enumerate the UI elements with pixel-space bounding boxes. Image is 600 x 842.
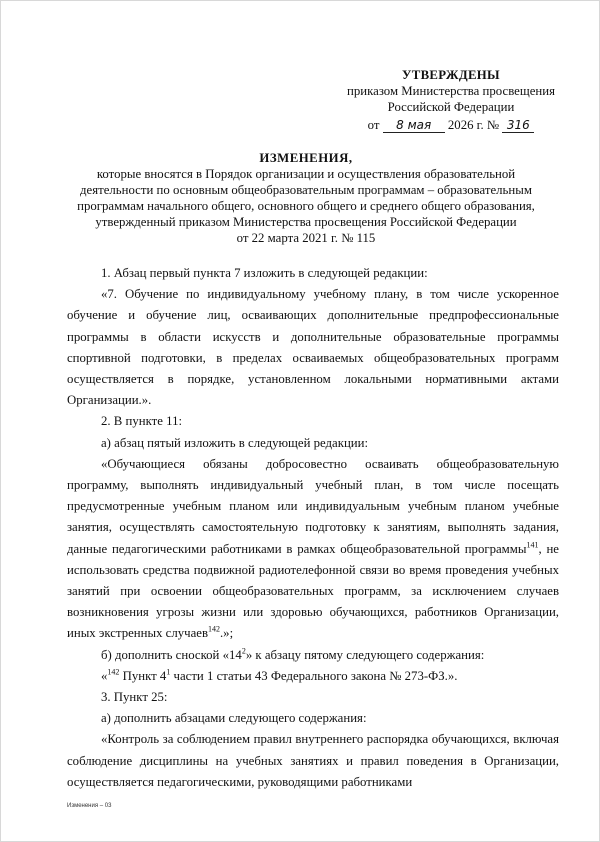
year-label: 2026 г. [447,118,484,132]
heading-line-4: утвержденный приказом Министерства просвещения Российской Федерации [95,215,517,229]
approval-block [331,67,571,133]
footnote-ref-142: 142 [207,625,220,635]
handwritten-number: 316 [502,119,534,133]
approval-line-2: Российской Федерации [387,100,515,114]
from-label: от [367,118,380,132]
item-3a: а) дополнить абзацами следующего содержания: [101,711,367,726]
footnote-mark-142: 142 [107,667,120,677]
heading-line-2: деятельности по основным общеобразовательным программам – образовательным [80,183,532,197]
heading-line-3: программам начального общего, основного общего и среднего общего образования, [77,199,535,213]
page-footer: Изменения – 03 [67,803,112,809]
item-3a-text: «Контроль за соблюдением правил внутреннего распорядка обучающихся, включая соблюдение дисциплины на учебных занятиях и правил поведения в Организации, осуществляется педагогическими, руководящими работниками [67,732,559,789]
document-title: ИЗМЕНЕНИЯ, [259,151,353,165]
item-3: 3. Пункт 25: [101,690,168,705]
heading-line-1: которые вносятся в Порядок организации и осуществления образовательной [96,167,516,181]
item-2b-part-1: б) дополнить сноской «14 [101,647,242,662]
footnote-text-part-2: части 1 статьи 43 Федерального закона № 273-ФЗ.». [170,668,458,683]
footnote-ref-141: 141 [526,540,539,550]
item-1-text: «7. Обучение по индивидуальному учебному плану, в том числе ускоренное обучение и обучение лиц, осваивающих дополнительные предпрофессиональные программы в области искусств и дополнительные образовательные программы спортивной подготовки, в пределах осваиваемых общеобразовательных программ осуществляется в порядке, установленном локальными нормативными актами Организации.». [67,287,559,408]
item-2b-part-2: » к абзацу пятому следующего содержания: [245,647,485,662]
footnote-open-quote: « [101,668,108,683]
item-2a-text-part-3: .»; [219,626,234,641]
footnote-text-part-1: Пункт 4 [119,668,167,683]
item-2a: а) абзац пятый изложить в следующей редакции: [101,435,369,450]
approval-title: УТВЕРЖДЕНЫ [402,68,500,82]
footnote-ref-2: 2 [241,646,246,656]
document-heading [61,150,551,246]
item-1: 1. Абзац первый пункта 7 изложить в следующей редакции: [101,266,428,280]
footnote-mark-1: 1 [166,667,171,677]
document-body [67,263,559,793]
approval-date-line [331,117,571,133]
item-2a-text-part-2: , не использовать средства подвижной радиотелефонной связи во время проведения учебных занятий при освоении общеобразовательных программ, за исключением случаев возникновения угрозы жизни или здоровью обучающихся, работников Организации, иных экстренных случаев [67,541,559,641]
footnote-text [67,666,559,687]
item-2: 2. В пункте 11: [101,414,183,429]
item-2a-text [67,454,559,645]
approval-line-1: приказом Министерства просвещения [347,84,555,98]
handwritten-date: 8 мая [383,119,445,133]
item-2a-text-part-1: «Обучающиеся обязаны добросовестно осваивать общеобразовательную программу, выполнять индивидуальный учебный план, в том числе посещать предусмотренные учебным планом или индивидуальным учебным планом учебные занятия, осуществлять самостоятельную подготовку к занятиям, выполнять задания, данные педагогическими работниками в рамках общеобразовательной программы [67,456,559,556]
number-sign: № [486,118,500,132]
item-2b [67,645,559,666]
heading-line-5: от 22 марта 2021 г. № 115 [236,231,376,245]
